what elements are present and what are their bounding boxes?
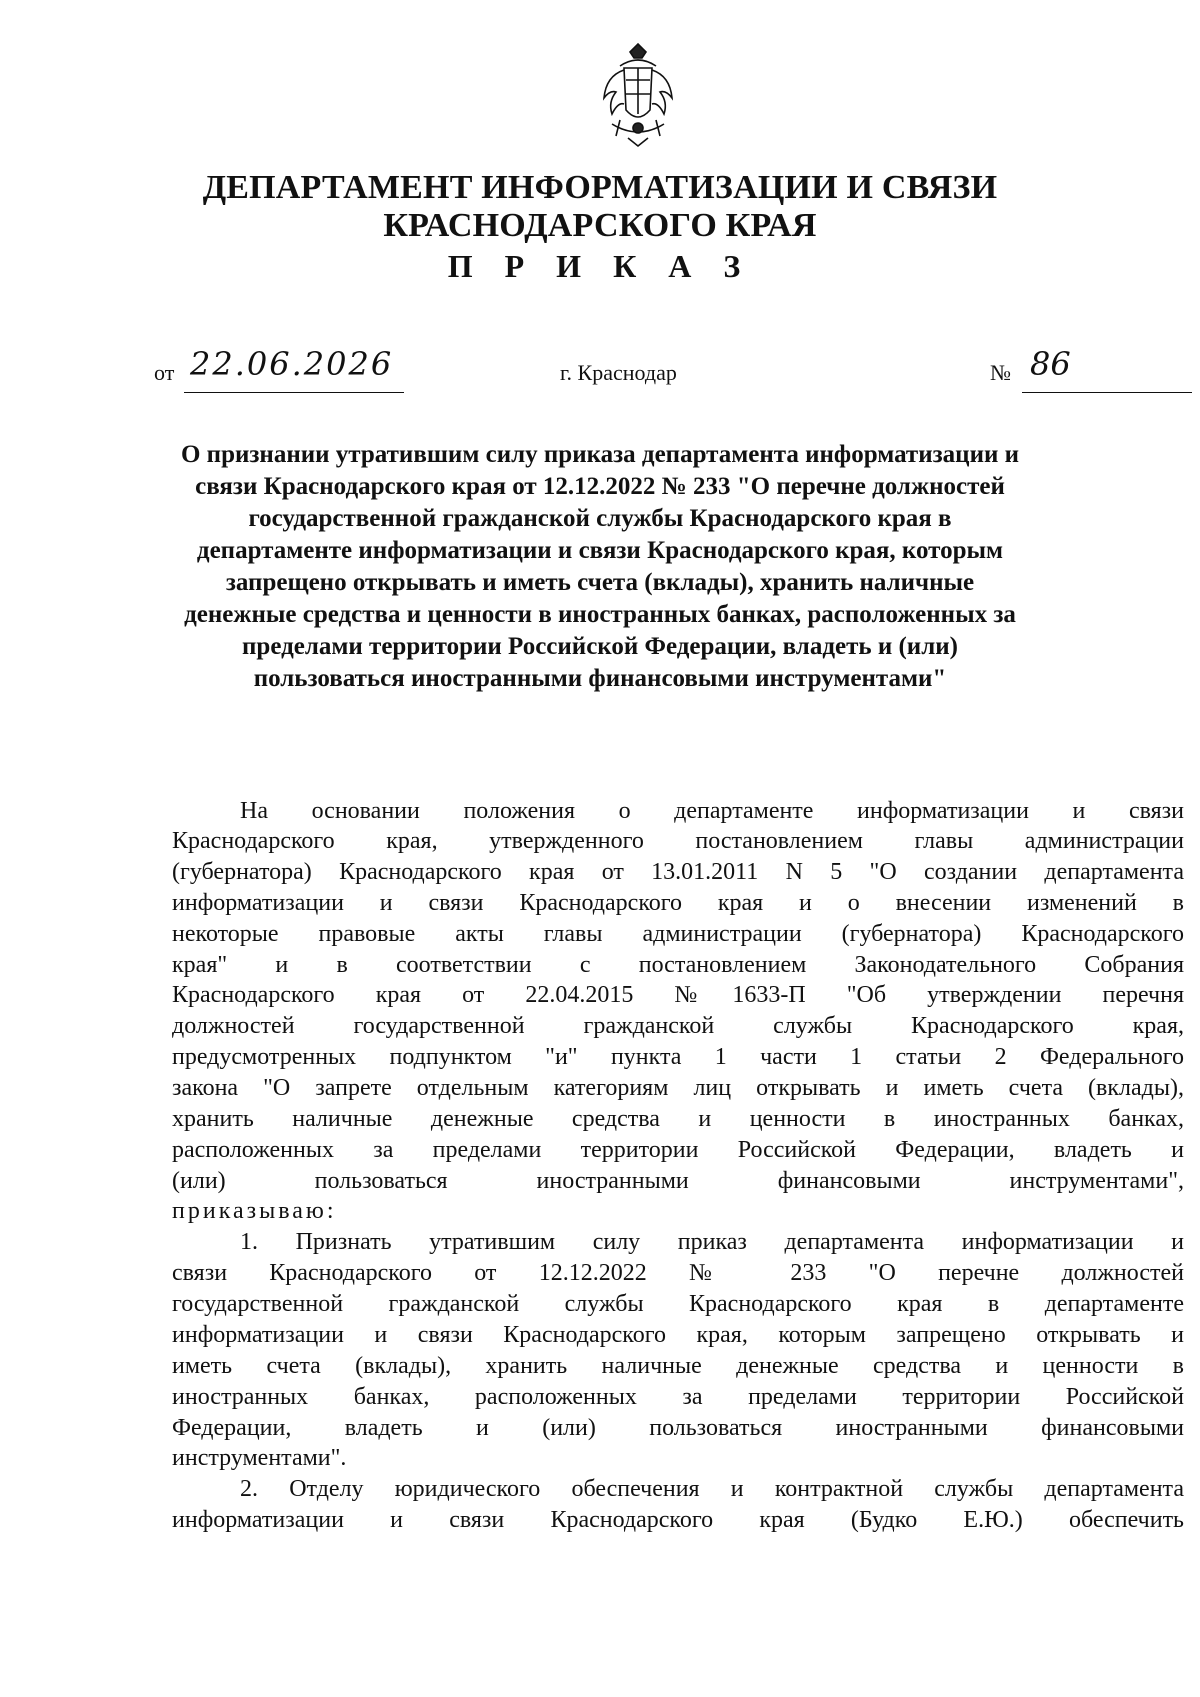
coat-of-arms-icon	[590, 40, 686, 150]
date-underline	[184, 392, 404, 393]
department-name-line1: ДЕПАРТАМЕНТ ИНФОРМАТИЗАЦИИ И СВЯЗИ	[202, 169, 998, 206]
title-line: государственной гражданской службы Краснодарского края в	[248, 505, 952, 532]
body-line: связи Краснодарского от 12.12.2022 № 233 "О перечне должностей	[172, 1260, 1184, 1286]
number-underline	[1022, 392, 1192, 393]
document-type: П Р И К А З	[447, 248, 753, 284]
title-line: О признании утратившим силу приказа департамента информатизации и	[180, 441, 1020, 468]
body-line: государственной гражданской службы Краснодарского края в департаменте	[172, 1291, 1184, 1317]
title-line: запрещено открывать и иметь счета (вклады), хранить наличные	[225, 569, 975, 596]
title-line: пределами территории Российской Федерации, владеть и (или)	[242, 633, 958, 660]
body-line: приказываю:	[172, 1198, 337, 1224]
body-line: 1. Признать утратившим силу приказ департамента информатизации и	[240, 1229, 1184, 1255]
body-line: инструментами".	[172, 1445, 347, 1471]
body-line: иметь счета (вклады), хранить наличные денежные средства и ценности в	[172, 1353, 1184, 1379]
body-line: информатизации и связи Краснодарского края (Будко Е.Ю.) обеспечить	[172, 1507, 1184, 1533]
body-line: должностей государственной гражданской службы Краснодарского края,	[172, 1013, 1184, 1039]
title-line: пользоваться иностранными финансовыми инструментами"	[253, 665, 947, 692]
body-line: информатизации и связи Краснодарского края и о внесении изменений в	[172, 890, 1184, 916]
body-line: (или) пользоваться иностранными финансовыми инструментами",	[172, 1168, 1184, 1194]
title-line: связи Краснодарского края от 12.12.2022 № 233 "О перечне должностей	[195, 473, 1005, 500]
body-line: некоторые правовые акты главы администрации (губернатора) Краснодарского	[172, 921, 1184, 947]
city: г. Краснодар	[560, 360, 677, 385]
body-line: хранить наличные денежные средства и ценности в иностранных банках,	[172, 1106, 1184, 1132]
body-line: (губернатора) Краснодарского края от 13.01.2011 N 5 "О создании департамента	[172, 859, 1184, 885]
department-name-line2: КРАСНОДАРСКОГО КРАЯ	[383, 207, 817, 244]
date-label: от	[154, 360, 175, 385]
body-line: иностранных банках, расположенных за пределами территории Российской	[172, 1384, 1184, 1410]
body-line: Краснодарского края от 22.04.2015 №1633-П "Об утверждении перечня	[172, 982, 1184, 1008]
body-line: закона "О запрете отдельным категориям лиц открывать и иметь счета (вклады),	[172, 1075, 1184, 1101]
title-line: денежные средства и ценности в иностранных банках, расположенных за	[184, 601, 1016, 628]
number-label: №	[990, 360, 1011, 385]
handwritten-number: 86	[1030, 345, 1071, 383]
body-line: расположенных за пределами территории Российской Федерации, владеть и	[172, 1137, 1184, 1163]
body-line: На основании положения о департаменте информатизации и связи	[240, 798, 1184, 824]
body-line: предусмотренных подпунктом "и" пункта 1 части 1 статьи 2 Федерального	[172, 1044, 1184, 1070]
body-line: Краснодарского края, утвержденного постановлением главы администрации	[172, 828, 1184, 854]
body-line: 2. Отделу юридического обеспечения и контрактной службы департамента	[240, 1476, 1184, 1502]
handwritten-date: 22.06.2026	[190, 345, 394, 383]
body-line: Федерации, владеть и (или) пользоваться иностранными финансовыми	[172, 1415, 1184, 1441]
title-line: департаменте информатизации и связи Краснодарского края, которым	[196, 537, 1004, 564]
body-line: края" и в соответствии с постановлением Законодательного Собрания	[172, 952, 1184, 978]
body-line: информатизации и связи Краснодарского края, которым запрещено открывать и	[172, 1322, 1184, 1348]
